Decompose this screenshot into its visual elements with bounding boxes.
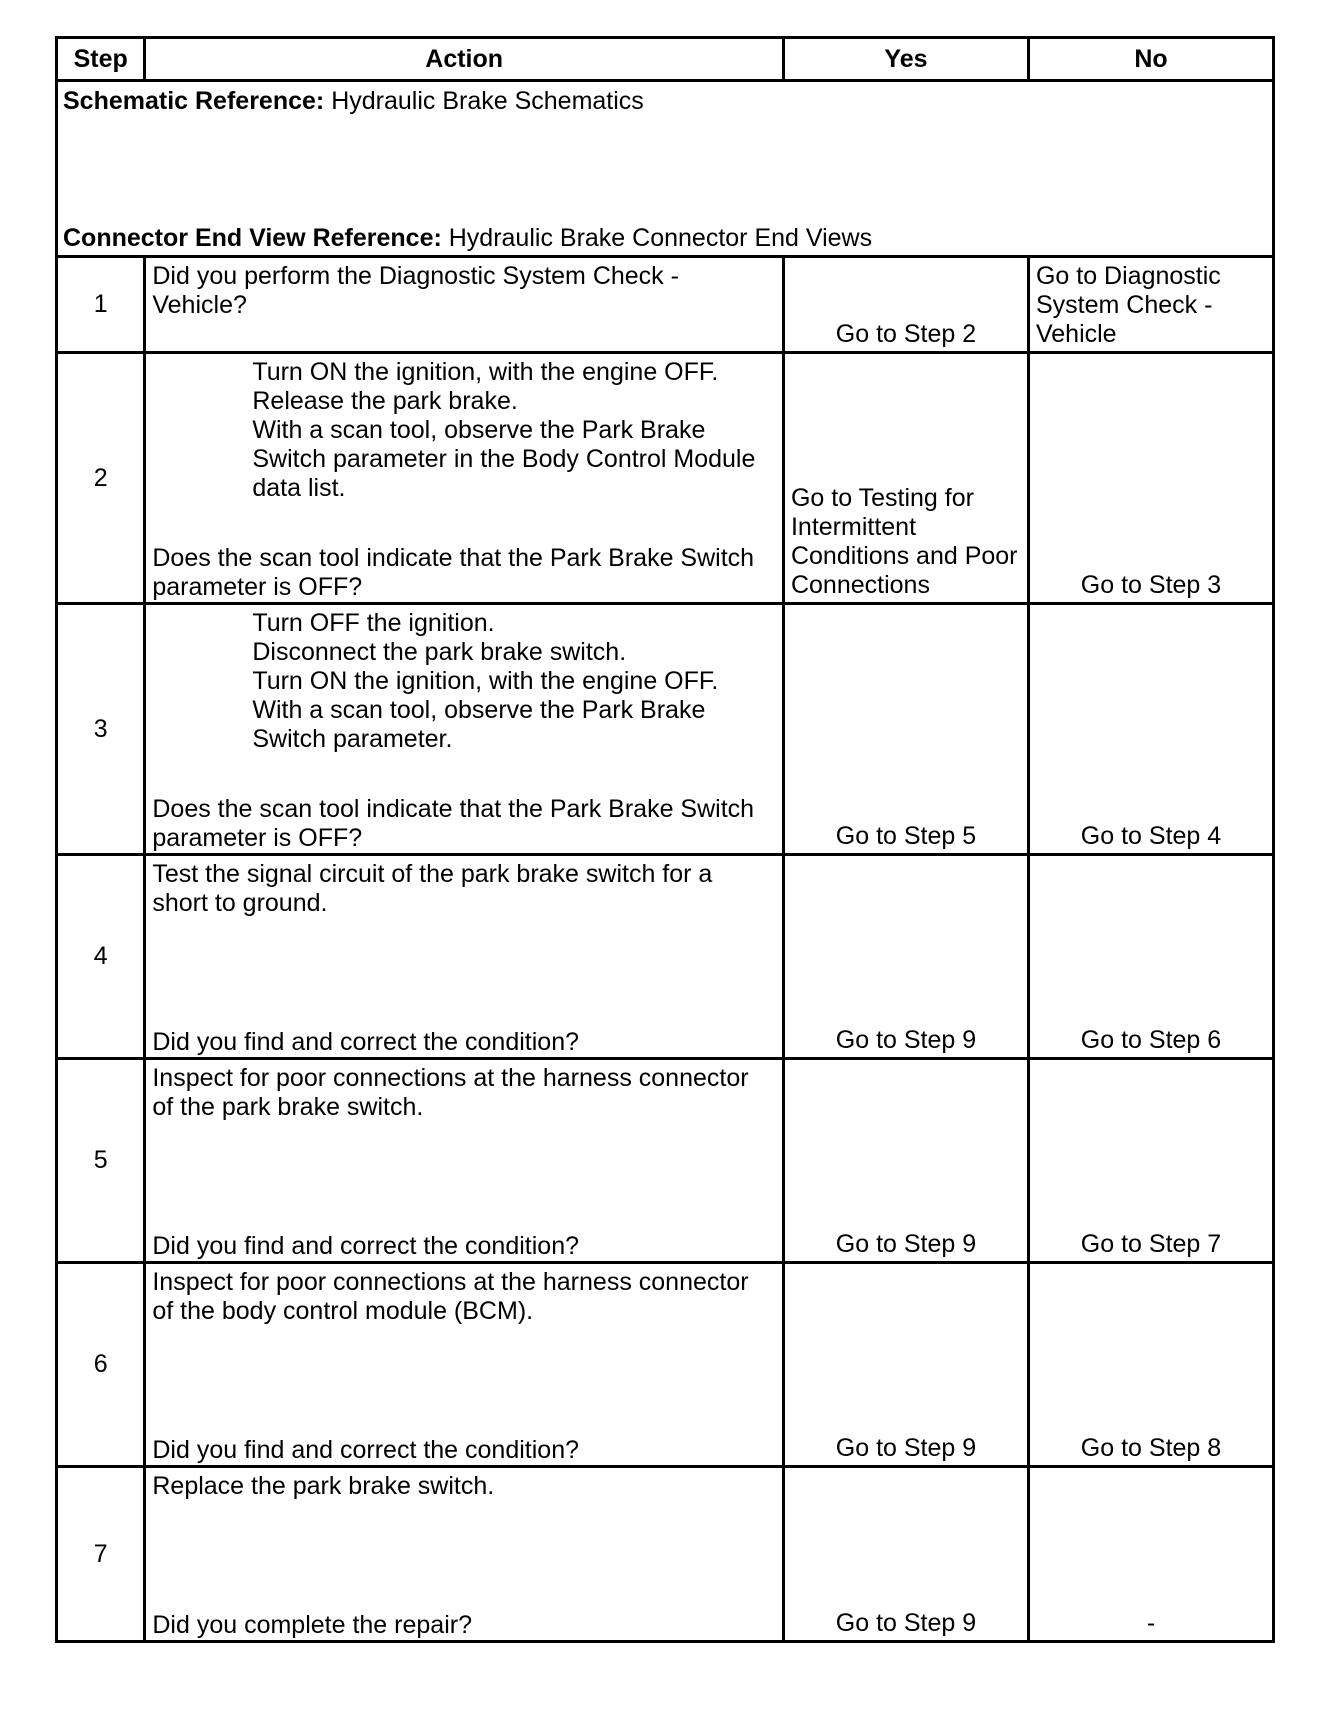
- diagnostic-table: [55, 36, 1275, 1643]
- yes-result: Go to Step 5: [783, 604, 1028, 855]
- step-number: 5: [57, 1059, 145, 1263]
- table-row: [57, 1059, 1274, 1263]
- header-step: Step: [57, 38, 145, 81]
- action-cell: [145, 1263, 784, 1467]
- action-question: parameter is OFF?: [152, 824, 363, 852]
- header-row: [57, 38, 1274, 81]
- action-list: [152, 609, 776, 754]
- yes-result-line: Go to Testing for: [790, 484, 974, 512]
- step-number: 4: [57, 855, 145, 1059]
- action-question: Did you find and correct the condition?: [152, 1436, 580, 1464]
- action-text: Test the signal circuit of the park brake switch for a: [152, 860, 713, 888]
- step-number: 7: [57, 1467, 145, 1642]
- step-number: 3: [57, 604, 145, 855]
- no-result: [1028, 257, 1273, 353]
- reference-row: [57, 81, 1274, 257]
- connector-reference: [63, 224, 872, 253]
- no-result-line: Go to Diagnostic: [1035, 262, 1221, 290]
- header-action: Action: [145, 38, 784, 81]
- action-text: Inspect for poor connections at the harness connector: [152, 1064, 749, 1092]
- action-list-item: data list.: [252, 474, 346, 502]
- yes-result: Go to Step 9: [783, 1059, 1028, 1263]
- no-result: Go to Step 8: [1028, 1263, 1273, 1467]
- schematic-reference: [63, 87, 644, 116]
- no-result-line: System Check -: [1035, 291, 1213, 319]
- yes-result: Go to Step 2: [783, 257, 1028, 353]
- action-list-item: With a scan tool, observe the Park Brake: [252, 416, 706, 444]
- action-text: of the body control module (BCM).: [152, 1297, 534, 1325]
- table-row: [57, 1263, 1274, 1467]
- action-text: of the park brake switch.: [152, 1093, 424, 1121]
- action-question: Did you find and correct the condition?: [152, 1232, 580, 1260]
- step-number: 2: [57, 353, 145, 604]
- table-row: [57, 353, 1274, 604]
- schematic-reference-label: Schematic Reference:: [63, 87, 325, 115]
- yes-result: Go to Step 9: [783, 1263, 1028, 1467]
- action-cell: [145, 604, 784, 855]
- no-result-line: Vehicle: [1035, 320, 1117, 348]
- action-cell: [145, 353, 784, 604]
- action-text: Replace the park brake switch.: [152, 1472, 495, 1500]
- yes-result-line: Conditions and Poor: [790, 542, 1018, 570]
- step-number: 1: [57, 257, 145, 353]
- action-list-item: With a scan tool, observe the Park Brake: [252, 696, 706, 724]
- table-row: [57, 604, 1274, 855]
- yes-result: Go to Step 9: [783, 1467, 1028, 1642]
- action-cell: [145, 855, 784, 1059]
- no-result: Go to Step 4: [1028, 604, 1273, 855]
- connector-reference-value: Hydraulic Brake Connector End Views: [448, 224, 873, 252]
- reference-cell: [57, 81, 1274, 257]
- action-question: Does the scan tool indicate that the Park Brake Switch: [152, 544, 755, 572]
- yes-result: Go to Step 9: [783, 855, 1028, 1059]
- table-row: [57, 1467, 1274, 1642]
- header-no: No: [1028, 38, 1273, 81]
- no-result: Go to Step 6: [1028, 855, 1273, 1059]
- schematic-reference-value: Hydraulic Brake Schematics: [331, 87, 644, 115]
- action-text: Inspect for poor connections at the harness connector: [152, 1268, 749, 1296]
- action-question: Did you find and correct the condition?: [152, 1028, 580, 1056]
- yes-result-line: Connections: [790, 571, 930, 599]
- action-cell: [145, 1467, 784, 1642]
- no-result: Go to Step 3: [1028, 353, 1273, 604]
- table-row: [57, 257, 1274, 353]
- yes-result: [783, 353, 1028, 604]
- action-question: parameter is OFF?: [152, 573, 363, 601]
- table-row: [57, 855, 1274, 1059]
- action-list-item: Release the park brake.: [252, 387, 518, 415]
- action-list-item: Turn OFF the ignition.: [252, 609, 495, 637]
- action-question: Did you complete the repair?: [152, 1611, 472, 1639]
- action-list-item: Turn ON the ignition, with the engine OFF.: [252, 358, 719, 386]
- action-list-item: Turn ON the ignition, with the engine OFF.: [252, 667, 719, 695]
- no-result: Go to Step 7: [1028, 1059, 1273, 1263]
- header-yes: Yes: [783, 38, 1028, 81]
- action-text: Vehicle?: [152, 291, 247, 319]
- action-cell: [145, 257, 784, 353]
- action-question: Does the scan tool indicate that the Park Brake Switch: [152, 795, 755, 823]
- connector-reference-label: Connector End View Reference:: [63, 224, 442, 252]
- no-result: -: [1028, 1467, 1273, 1642]
- action-list-item: Disconnect the park brake switch.: [252, 638, 627, 666]
- action-list-item: Switch parameter in the Body Control Module: [252, 445, 756, 473]
- action-list-item: Switch parameter.: [252, 725, 453, 753]
- action-text: short to ground.: [152, 889, 328, 917]
- step-number: 6: [57, 1263, 145, 1467]
- action-text: Did you perform the Diagnostic System Check -: [152, 262, 679, 290]
- yes-result-line: Intermittent: [790, 513, 917, 541]
- action-cell: [145, 1059, 784, 1263]
- action-list: [152, 358, 776, 503]
